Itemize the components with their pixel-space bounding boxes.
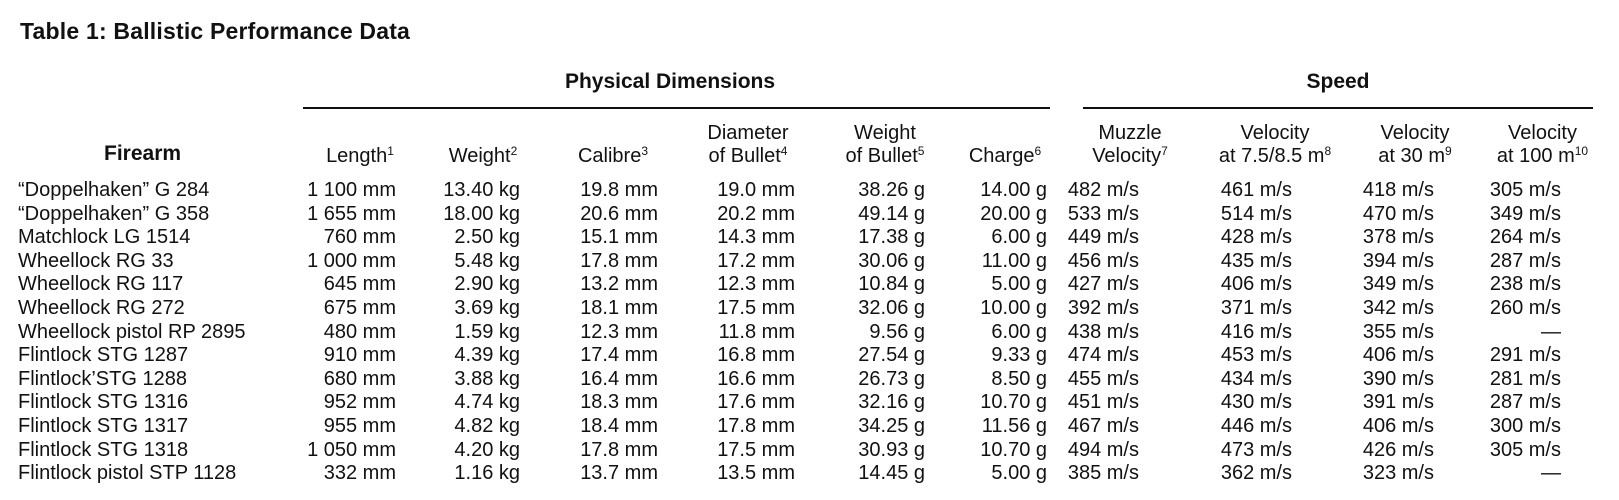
muzzle-velocity-cell: 385 m/s: [1067, 462, 1139, 485]
diameter-cell: 12.3 mm: [717, 273, 795, 296]
weight-cell: 5.48 kg: [454, 249, 520, 272]
table-title: Table 1: Ballistic Performance Data: [20, 18, 411, 44]
group-speed: Speed: [1306, 70, 1370, 93]
calibre-cell: 17.8 mm: [580, 249, 658, 272]
firearm-cell: Matchlock LG 1514: [18, 226, 191, 249]
bullet-weight-cell: 30.93 g: [858, 438, 925, 461]
speed-rule: [1083, 107, 1593, 109]
charge-cell: 5.00 g: [991, 462, 1047, 485]
group-physical-dimensions: Physical Dimensions: [564, 70, 776, 93]
weight-cell: 2.90 kg: [454, 273, 520, 296]
diameter-cell: 20.2 mm: [717, 202, 795, 225]
table-row: [0, 225, 1619, 249]
muzzle-velocity-cell: 438 m/s: [1067, 320, 1139, 343]
velocity-100m-cell: 287 m/s: [1489, 249, 1561, 272]
calibre-cell: 18.1 mm: [580, 297, 658, 319]
velocity-30m-cell: 406 m/s: [1362, 344, 1434, 367]
muzzle-velocity-cell: 474 m/s: [1067, 344, 1139, 367]
velocity-30m-cell: 342 m/s: [1362, 297, 1434, 319]
diameter-cell: 16.8 mm: [717, 344, 795, 367]
header-velocity-30m: Velocity at 30 $m^9$: [1378, 122, 1452, 167]
firearm-cell: Flintlock STG 1317: [18, 415, 189, 437]
calibre-cell: 18.4 mm: [580, 415, 658, 437]
header-calibre: Calibre$^3$: [577, 144, 649, 167]
bullet-weight-cell: 49.14 g: [858, 202, 925, 225]
bullet-weight-cell: 32.16 g: [858, 391, 925, 414]
calibre-cell: 17.8 mm: [580, 438, 658, 461]
table-row: [0, 272, 1619, 296]
bullet-weight-cell: 34.25 g: [858, 415, 925, 437]
weight-cell: 1.16 kg: [454, 462, 520, 485]
firearm-cell: “Doppelhaken” G 284: [18, 179, 210, 201]
length-cell: 680 mm: [323, 367, 396, 390]
firearm-cell: Wheellock RG 33: [18, 249, 174, 272]
bullet-weight-cell: 10.84 g: [858, 273, 925, 296]
muzzle-velocity-cell: 482 m/s: [1067, 179, 1139, 201]
header-charge: Charge$^6$: [968, 144, 1042, 167]
bullet-weight-cell: 27.54 g: [858, 344, 925, 367]
velocity-100m-cell: 305 m/s: [1489, 179, 1561, 201]
calibre-cell: 18.3 mm: [580, 391, 658, 414]
diameter-cell: 17.5 mm: [717, 297, 795, 319]
velocity-30m-cell: 418 m/s: [1362, 179, 1434, 201]
table-row: [0, 461, 1619, 485]
charge-cell: 8.50 g: [991, 367, 1047, 390]
velocity-30m-cell: 406 m/s: [1362, 415, 1434, 437]
weight-cell: 4.82 kg: [454, 415, 520, 437]
charge-cell: 11.56 g: [981, 415, 1047, 437]
calibre-cell: 13.7 mm: [580, 462, 658, 485]
charge-cell: 10.70 g: [980, 391, 1047, 414]
muzzle-velocity-cell: 494 m/s: [1067, 438, 1139, 461]
velocity-7-5m-cell: 461 m/s: [1220, 179, 1292, 201]
weight-cell: 1.59 kg: [454, 320, 520, 343]
table-row: [0, 390, 1619, 414]
velocity-7-5m-cell: 362 m/s: [1220, 462, 1292, 485]
calibre-cell: 20.6 mm: [580, 202, 658, 225]
length-cell: 952 mm: [323, 391, 396, 414]
muzzle-velocity-cell: 533 m/s: [1067, 202, 1139, 225]
firearm-cell: Flintlock STG 1287: [18, 344, 189, 367]
velocity-100m-cell: 291 m/s: [1489, 344, 1561, 367]
charge-cell: 20.00 g: [980, 202, 1047, 225]
weight-cell: 4.20 kg: [454, 438, 520, 461]
muzzle-velocity-cell: 427 m/s: [1067, 273, 1139, 296]
bullet-weight-cell: 26.73 g: [858, 367, 925, 390]
velocity-100m-cell: —: [1541, 462, 1561, 485]
charge-cell: 9.33 g: [991, 344, 1047, 367]
charge-cell: 6.00 g: [991, 226, 1047, 249]
diameter-cell: 11.8 mm: [718, 320, 795, 343]
bullet-weight-cell: 32.06 g: [858, 297, 925, 319]
length-cell: 1 100 mm: [307, 179, 396, 201]
firearm-cell: Flintlock STG 1316: [18, 391, 189, 414]
velocity-100m-cell: 238 m/s: [1489, 273, 1561, 296]
calibre-cell: 19.8 mm: [580, 179, 658, 201]
velocity-7-5m-cell: 371 m/s: [1220, 297, 1292, 319]
length-cell: 1 655 mm: [307, 202, 396, 225]
length-cell: 910 mm: [323, 344, 396, 367]
velocity-100m-cell: 300 m/s: [1489, 415, 1561, 437]
header-velocity-7-5-8-5m: Velocity at 7.5/8.5 $m^8$: [1218, 122, 1332, 167]
bullet-weight-cell: 14.45 g: [858, 462, 925, 485]
velocity-100m-cell: 260 m/s: [1489, 297, 1561, 319]
table-row: [0, 249, 1619, 273]
velocity-100m-cell: 264 m/s: [1489, 226, 1561, 249]
velocity-7-5m-cell: 434 m/s: [1220, 367, 1292, 390]
velocity-30m-cell: 349 m/s: [1362, 273, 1434, 296]
table-row: [0, 343, 1619, 367]
calibre-cell: 15.1 mm: [580, 226, 658, 249]
table-row: [0, 438, 1619, 462]
table-row: [0, 414, 1619, 438]
length-cell: 1 050 mm: [307, 438, 396, 461]
charge-cell: 14.00 g: [980, 179, 1047, 201]
length-cell: 955 mm: [323, 415, 396, 437]
weight-cell: 3.88 kg: [454, 367, 520, 390]
physical-dimensions-rule: [303, 107, 1050, 109]
firearm-cell: Flintlock pistol STP 1128: [18, 462, 237, 485]
length-cell: 645 mm: [323, 273, 396, 296]
header-diameter-of-bullet: Diameter of Bullet$^4$: [707, 122, 789, 167]
bullet-weight-cell: 17.38 g: [858, 226, 925, 249]
firearm-cell: Wheellock pistol RP 2895: [18, 320, 246, 343]
velocity-100m-cell: 287 m/s: [1489, 391, 1561, 414]
bullet-weight-cell: 30.06 g: [858, 249, 925, 272]
weight-cell: 3.69 kg: [454, 297, 520, 319]
diameter-cell: 14.3 mm: [717, 226, 795, 249]
length-cell: 332 mm: [323, 462, 396, 485]
velocity-7-5m-cell: 453 m/s: [1220, 344, 1292, 367]
diameter-cell: 17.6 mm: [717, 391, 795, 414]
weight-cell: 2.50 kg: [454, 226, 520, 249]
firearm-cell: Flintlock’STG 1288: [18, 367, 187, 390]
length-cell: 1 000 mm: [307, 249, 396, 272]
table-row: [0, 178, 1619, 202]
diameter-cell: 16.6 mm: [717, 367, 795, 390]
charge-cell: 6.00 g: [991, 320, 1047, 343]
firearm-cell: “Doppelhaken” G 358: [18, 202, 210, 225]
table-row: [0, 296, 1619, 320]
charge-cell: 5.00 g: [991, 273, 1047, 296]
velocity-7-5m-cell: 430 m/s: [1220, 391, 1292, 414]
diameter-cell: 17.5 mm: [717, 438, 795, 461]
muzzle-velocity-cell: 456 m/s: [1067, 249, 1139, 272]
weight-cell: 4.39 kg: [454, 344, 520, 367]
muzzle-velocity-cell: 451 m/s: [1067, 391, 1139, 414]
velocity-7-5m-cell: 446 m/s: [1220, 415, 1292, 437]
bullet-weight-cell: 38.26 g: [858, 179, 925, 201]
velocity-7-5m-cell: 473 m/s: [1220, 438, 1292, 461]
length-cell: 675 mm: [323, 297, 396, 319]
velocity-100m-cell: 349 m/s: [1489, 202, 1561, 225]
velocity-7-5m-cell: 435 m/s: [1220, 249, 1292, 272]
header-muzzle-velocity: Muzzle Velocity$^7$: [1092, 122, 1168, 167]
firearm-cell: Wheellock RG 117: [18, 273, 184, 296]
velocity-100m-cell: 305 m/s: [1489, 438, 1561, 461]
velocity-30m-cell: 394 m/s: [1362, 249, 1434, 272]
velocity-30m-cell: 470 m/s: [1362, 202, 1434, 225]
table-row: [0, 320, 1619, 344]
velocity-100m-cell: 281 m/s: [1489, 367, 1561, 390]
weight-cell: 18.00 kg: [443, 202, 520, 225]
velocity-7-5m-cell: 428 m/s: [1220, 226, 1292, 249]
charge-cell: 10.70 g: [980, 438, 1047, 461]
velocity-7-5m-cell: 406 m/s: [1220, 273, 1292, 296]
velocity-30m-cell: 426 m/s: [1362, 438, 1434, 461]
velocity-100m-cell: —: [1541, 320, 1561, 343]
muzzle-velocity-cell: 392 m/s: [1067, 297, 1139, 319]
velocity-7-5m-cell: 514 m/s: [1220, 202, 1292, 225]
velocity-7-5m-cell: 416 m/s: [1220, 320, 1292, 343]
charge-cell: 10.00 g: [980, 297, 1047, 319]
table-row: [0, 202, 1619, 226]
calibre-cell: 13.2 mm: [580, 273, 658, 296]
charge-cell: 11.00 g: [981, 249, 1047, 272]
header-length: Length$^1$: [326, 144, 394, 167]
header-weight-of-bullet: Weight of Bullet$^5$: [845, 122, 925, 167]
diameter-cell: 19.0 mm: [717, 179, 795, 201]
muzzle-velocity-cell: 467 m/s: [1067, 415, 1139, 437]
header-weight: Weight$^2$: [448, 144, 518, 167]
velocity-30m-cell: 355 m/s: [1362, 320, 1434, 343]
velocity-30m-cell: 323 m/s: [1362, 462, 1434, 485]
velocity-30m-cell: 378 m/s: [1362, 226, 1434, 249]
weight-cell: 4.74 kg: [454, 391, 520, 414]
header-firearm: Firearm: [104, 142, 182, 165]
muzzle-velocity-cell: 455 m/s: [1067, 367, 1139, 390]
diameter-cell: 17.2 mm: [717, 249, 795, 272]
muzzle-velocity-cell: 449 m/s: [1067, 226, 1139, 249]
diameter-cell: 13.5 mm: [717, 462, 795, 485]
velocity-30m-cell: 391 m/s: [1362, 391, 1434, 414]
firearm-cell: Wheellock RG 272: [18, 297, 185, 319]
calibre-cell: 12.3 mm: [580, 320, 658, 343]
calibre-cell: 17.4 mm: [580, 344, 658, 367]
table-row: [0, 367, 1619, 391]
length-cell: 480 mm: [323, 320, 396, 343]
header-velocity-100m: Velocity at 100 $m^{10}$: [1496, 122, 1589, 167]
weight-cell: 13.40 kg: [443, 179, 520, 201]
velocity-30m-cell: 390 m/s: [1362, 367, 1434, 390]
firearm-cell: Flintlock STG 1318: [18, 438, 189, 461]
calibre-cell: 16.4 mm: [580, 367, 658, 390]
length-cell: 760 mm: [323, 226, 396, 249]
diameter-cell: 17.8 mm: [717, 415, 795, 437]
bullet-weight-cell: 9.56 g: [869, 320, 925, 343]
